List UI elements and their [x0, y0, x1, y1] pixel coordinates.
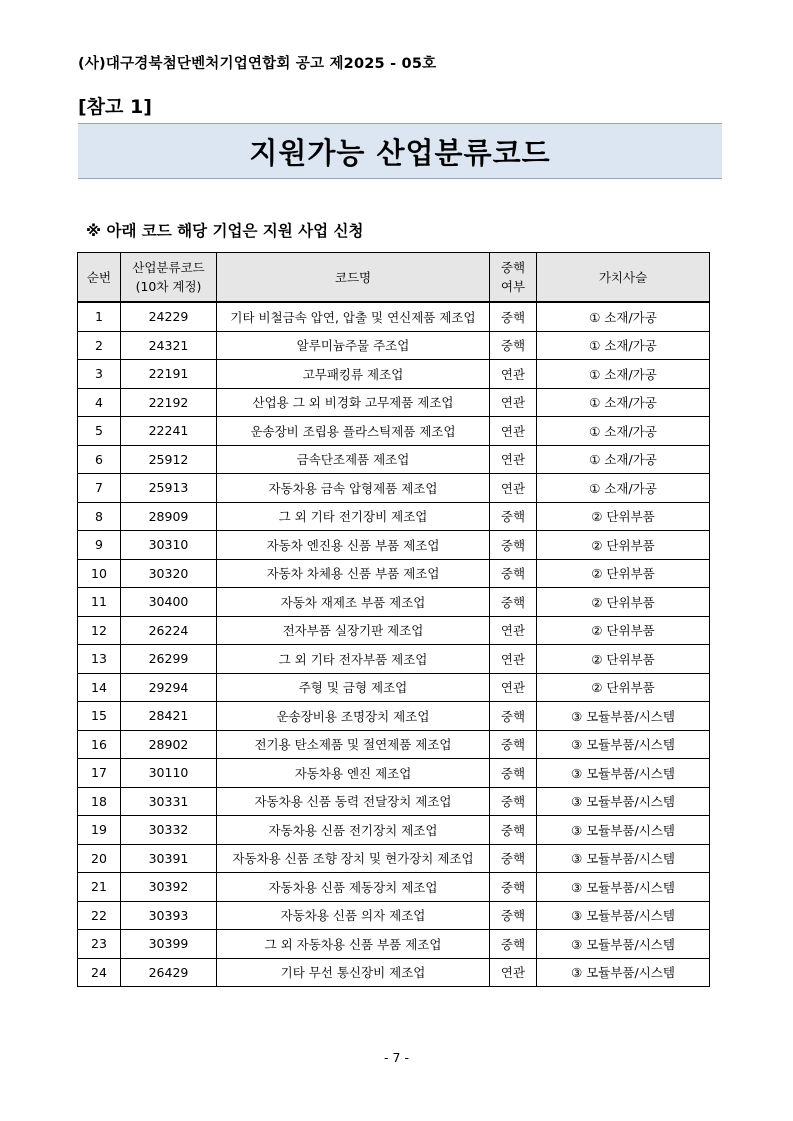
cell-rel: 연관 [490, 616, 537, 645]
cell-value: ③ 모듈부품/시스템 [537, 759, 710, 788]
table-row [78, 360, 710, 389]
header-value: 가치사슬 [537, 253, 710, 303]
cell-code: 28909 [121, 502, 217, 531]
table-row [78, 502, 710, 531]
cell-code: 22191 [121, 360, 217, 389]
cell-no: 17 [78, 759, 121, 788]
table-row [78, 417, 710, 446]
cell-no: 22 [78, 901, 121, 930]
reference-label: [참고 1] [78, 96, 152, 118]
table-row [78, 873, 710, 902]
header-code [121, 253, 217, 303]
cell-rel: 중핵 [490, 302, 537, 331]
cell-code: 25912 [121, 445, 217, 474]
cell-rel: 중핵 [490, 559, 537, 588]
cell-name: 기타 비철금속 압연, 압출 및 연신제품 제조업 [217, 302, 490, 331]
table-row [78, 331, 710, 360]
cell-rel: 중핵 [490, 930, 537, 959]
table-row [78, 787, 710, 816]
cell-name: 자동차용 신품 의자 제조업 [217, 901, 490, 930]
cell-no: 24 [78, 958, 121, 987]
table-row [78, 559, 710, 588]
cell-rel: 중핵 [490, 759, 537, 788]
cell-value: ③ 모듈부품/시스템 [537, 730, 710, 759]
cell-value: ② 단위부품 [537, 559, 710, 588]
cell-code: 28902 [121, 730, 217, 759]
cell-value: ① 소재/가공 [537, 360, 710, 389]
cell-name: 금속단조제품 제조업 [217, 445, 490, 474]
cell-rel: 중핵 [490, 331, 537, 360]
cell-value: ① 소재/가공 [537, 302, 710, 331]
cell-value: ③ 모듈부품/시스템 [537, 901, 710, 930]
header-rel-line1: 중핵 [500, 260, 526, 275]
cell-value: ② 단위부품 [537, 502, 710, 531]
cell-no: 18 [78, 787, 121, 816]
header-no: 순번 [78, 253, 121, 303]
cell-no: 7 [78, 474, 121, 503]
cell-no: 11 [78, 588, 121, 617]
header-rel [490, 253, 537, 303]
page-title: 지원가능 산업분류코드 [249, 135, 551, 170]
cell-code: 30310 [121, 531, 217, 560]
cell-name: 자동차 차체용 신품 부품 제조업 [217, 559, 490, 588]
cell-value: ③ 모듈부품/시스템 [537, 816, 710, 845]
cell-no: 19 [78, 816, 121, 845]
cell-no: 5 [78, 417, 121, 446]
cell-rel: 중핵 [490, 873, 537, 902]
cell-rel: 연관 [490, 360, 537, 389]
cell-rel: 연관 [490, 445, 537, 474]
table-row [78, 616, 710, 645]
table-row [78, 388, 710, 417]
cell-code: 30320 [121, 559, 217, 588]
cell-code: 22241 [121, 417, 217, 446]
cell-code: 26224 [121, 616, 217, 645]
cell-value: ① 소재/가공 [537, 388, 710, 417]
cell-name: 그 외 기타 전기장비 제조업 [217, 502, 490, 531]
table-row [78, 445, 710, 474]
table-row [78, 645, 710, 674]
cell-name: 운송장비 조립용 플라스틱제품 제조업 [217, 417, 490, 446]
cell-value: ① 소재/가공 [537, 445, 710, 474]
table-row [78, 302, 710, 331]
cell-code: 30332 [121, 816, 217, 845]
cell-code: 30331 [121, 787, 217, 816]
cell-value: ① 소재/가공 [537, 331, 710, 360]
cell-name: 자동차용 신품 제동장치 제조업 [217, 873, 490, 902]
cell-value: ① 소재/가공 [537, 474, 710, 503]
cell-name: 운송장비용 조명장치 제조업 [217, 702, 490, 731]
cell-code: 30392 [121, 873, 217, 902]
cell-name: 전자부품 실장기판 제조업 [217, 616, 490, 645]
table-row [78, 759, 710, 788]
cell-code: 24229 [121, 302, 217, 331]
table-row [78, 588, 710, 617]
cell-no: 21 [78, 873, 121, 902]
table-row [78, 702, 710, 731]
cell-code: 25913 [121, 474, 217, 503]
cell-no: 23 [78, 930, 121, 959]
table-header-row [78, 253, 710, 303]
cell-no: 4 [78, 388, 121, 417]
cell-code: 26429 [121, 958, 217, 987]
header-code-line1: 산업분류코드 [132, 260, 205, 275]
cell-name: 그 외 자동차용 신품 부품 제조업 [217, 930, 490, 959]
table-row [78, 844, 710, 873]
cell-rel: 연관 [490, 388, 537, 417]
cell-value: ② 단위부품 [537, 588, 710, 617]
table-row [78, 730, 710, 759]
cell-name: 주형 및 금형 제조업 [217, 673, 490, 702]
cell-value: ③ 모듈부품/시스템 [537, 873, 710, 902]
cell-value: ③ 모듈부품/시스템 [537, 958, 710, 987]
cell-value: ③ 모듈부품/시스템 [537, 787, 710, 816]
cell-name: 알루미늄주물 주조업 [217, 331, 490, 360]
cell-rel: 연관 [490, 673, 537, 702]
cell-no: 16 [78, 730, 121, 759]
cell-value: ③ 모듈부품/시스템 [537, 702, 710, 731]
industry-code-table [77, 252, 710, 987]
cell-name: 기타 무선 통신장비 제조업 [217, 958, 490, 987]
cell-no: 8 [78, 502, 121, 531]
cell-name: 자동차 엔진용 신품 부품 제조업 [217, 531, 490, 560]
cell-code: 30391 [121, 844, 217, 873]
cell-value: ③ 모듈부품/시스템 [537, 930, 710, 959]
cell-value: ② 단위부품 [537, 616, 710, 645]
cell-no: 3 [78, 360, 121, 389]
title-banner [78, 123, 722, 179]
cell-no: 15 [78, 702, 121, 731]
cell-name: 자동차 재제조 부품 제조업 [217, 588, 490, 617]
cell-no: 1 [78, 302, 121, 331]
notice-header: (사)대구경북첨단벤처기업연합회 공고 제2025 - 05호 [78, 56, 437, 72]
cell-value: ② 단위부품 [537, 531, 710, 560]
cell-code: 22192 [121, 388, 217, 417]
table-row [78, 816, 710, 845]
cell-rel: 중핵 [490, 531, 537, 560]
cell-value: ② 단위부품 [537, 645, 710, 674]
note-text: ※ 아래 코드 해당 기업은 지원 사업 신청 [86, 222, 364, 240]
cell-no: 14 [78, 673, 121, 702]
cell-no: 13 [78, 645, 121, 674]
cell-name: 자동차용 엔진 제조업 [217, 759, 490, 788]
cell-rel: 연관 [490, 417, 537, 446]
cell-no: 12 [78, 616, 121, 645]
table-row [78, 958, 710, 987]
cell-code: 29294 [121, 673, 217, 702]
cell-rel: 중핵 [490, 588, 537, 617]
cell-value: ② 단위부품 [537, 673, 710, 702]
cell-name: 자동차용 신품 조향 장치 및 현가장치 제조업 [217, 844, 490, 873]
cell-rel: 중핵 [490, 816, 537, 845]
cell-no: 6 [78, 445, 121, 474]
cell-rel: 연관 [490, 958, 537, 987]
cell-code: 30400 [121, 588, 217, 617]
header-rel-line2: 여부 [500, 279, 526, 294]
table-row [78, 901, 710, 930]
cell-name: 그 외 기타 전자부품 제조업 [217, 645, 490, 674]
cell-code: 30110 [121, 759, 217, 788]
table-row [78, 531, 710, 560]
cell-no: 20 [78, 844, 121, 873]
cell-code: 28421 [121, 702, 217, 731]
cell-name: 전기용 탄소제품 및 절연제품 제조업 [217, 730, 490, 759]
cell-rel: 중핵 [490, 787, 537, 816]
cell-rel: 중핵 [490, 502, 537, 531]
table-row [78, 673, 710, 702]
cell-code: 24321 [121, 331, 217, 360]
cell-rel: 중핵 [490, 702, 537, 731]
cell-no: 2 [78, 331, 121, 360]
cell-name: 자동차용 신품 전기장치 제조업 [217, 816, 490, 845]
cell-code: 30393 [121, 901, 217, 930]
cell-code: 30399 [121, 930, 217, 959]
table-row [78, 474, 710, 503]
cell-rel: 연관 [490, 474, 537, 503]
cell-no: 9 [78, 531, 121, 560]
table-row [78, 930, 710, 959]
cell-name: 고무패킹류 제조업 [217, 360, 490, 389]
cell-rel: 중핵 [490, 730, 537, 759]
cell-name: 산업용 그 외 비경화 고무제품 제조업 [217, 388, 490, 417]
cell-rel: 중핵 [490, 844, 537, 873]
page-number: - 7 - [384, 1050, 409, 1065]
header-code-line2: (10차 계정) [135, 279, 202, 294]
cell-code: 26299 [121, 645, 217, 674]
header-name: 코드명 [217, 253, 490, 303]
cell-no: 10 [78, 559, 121, 588]
cell-rel: 중핵 [490, 901, 537, 930]
cell-value: ① 소재/가공 [537, 417, 710, 446]
cell-value: ③ 모듈부품/시스템 [537, 844, 710, 873]
cell-rel: 연관 [490, 645, 537, 674]
cell-name: 자동차용 신품 동력 전달장치 제조업 [217, 787, 490, 816]
cell-name: 자동차용 금속 압형제품 제조업 [217, 474, 490, 503]
